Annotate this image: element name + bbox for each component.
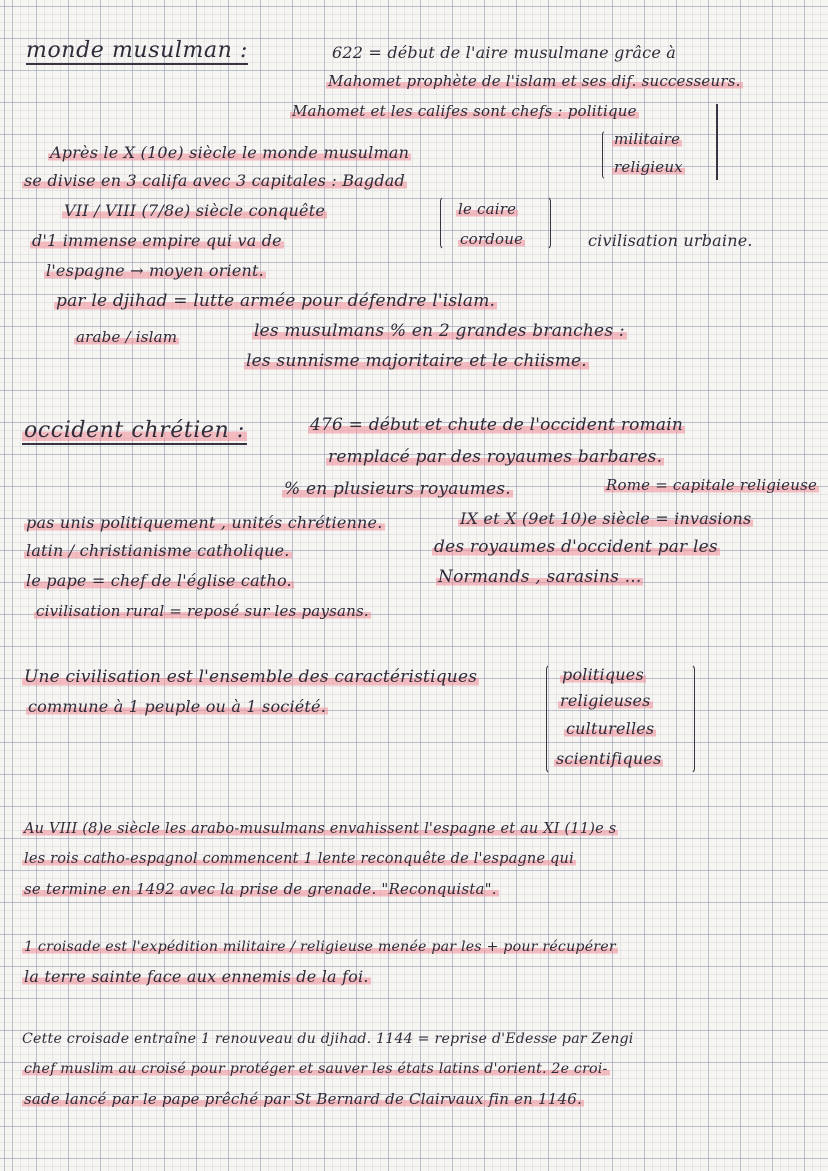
s1-line-3b: militaire xyxy=(614,130,681,148)
s3-b1: politiques xyxy=(562,665,644,684)
s2-line-4: pas unis politiquement , unités chrétienne. xyxy=(26,513,383,532)
s1-line-4: Après le X (10e) siècle le monde musulman xyxy=(50,143,410,162)
brace-capitales-left xyxy=(440,196,451,250)
s1-line-11: les sunnisme majoritaire et le chiisme. xyxy=(246,351,587,371)
s5-line-2: la terre sainte face aux ennemis de la foi. xyxy=(24,967,369,986)
section-title-occident-chretien: occident chrétien : xyxy=(24,418,245,443)
s4-line-1: Au VIII (8)e siècle les arabo-musulmans envahissent l'espagne et au XI (11)e s xyxy=(24,821,617,837)
s1-line-2: Mahomet prophète de l'islam et ses dif. successeurs. xyxy=(328,72,741,90)
s2-line-6b: Normands , sarasins ... xyxy=(438,567,642,587)
s2-line-6: le pape = chef de l'église catho. xyxy=(26,571,292,590)
s1-line-5b: le caire xyxy=(458,200,517,218)
s1-line-10b: les musulmans % en 2 grandes branches : xyxy=(254,321,625,341)
s2-line-5b: des royaumes d'occident par les xyxy=(434,537,718,557)
s1-line-1: 622 = début de l'aire musulmane grâce à xyxy=(332,43,677,62)
s1-line-5: se divise en 3 califa avec 3 capitales : Bagdad xyxy=(24,171,405,190)
s2-line-4b: IX et X (9et 10)e siècle = invasions xyxy=(460,509,752,528)
s2-line-7: civilisation rural = reposé sur les paysans. xyxy=(36,602,369,620)
s3-line-2: commune à 1 peuple ou à 1 société. xyxy=(28,697,327,716)
section-title-monde-musulman: monde musulman : xyxy=(26,38,249,63)
s1-line-9: par le djihad = lutte armée pour défendre l'islam. xyxy=(56,291,496,311)
s6-line-1: Cette croisade entraîne 1 renouveau du djihad. 1144 = reprise d'Edesse par Zengi xyxy=(22,1031,634,1047)
s3-b2: religieuses xyxy=(560,691,651,710)
s2-line-2: remplacé par des royaumes barbares. xyxy=(328,447,663,467)
s4-line-3: se termine en 1492 avec la prise de grenade. "Reconquista". xyxy=(24,880,497,898)
brace-civilisation-right xyxy=(684,664,695,774)
margin-line xyxy=(12,0,13,1171)
s1-line-7b: civilisation urbaine. xyxy=(588,231,753,250)
s3-line-1: Une civilisation est l'ensemble des caractéristiques xyxy=(24,667,478,687)
s6-line-2: chef muslim au croisé pour protéger et sauver les états latins d'orient. 2e croi- xyxy=(24,1061,608,1077)
s6-line-3: sade lancé par le pape prêché par St Bernard de Clairvaux fin en 1146. xyxy=(24,1090,582,1108)
brace-capitales-right xyxy=(540,196,551,250)
s3-b3: culturelles xyxy=(566,719,655,738)
s1-line-7: d'1 immense empire qui va de xyxy=(32,231,282,250)
s2-line-3: % en plusieurs royaumes. xyxy=(284,479,511,499)
s1-line-10a: arabe / islam xyxy=(76,328,178,346)
brace-chefs-left xyxy=(602,130,611,180)
s5-line-1: 1 croisade est l'expédition militaire / religieuse menée par les + pour récupérer xyxy=(24,939,616,955)
s2-line-3b: Rome = capitale religieuse xyxy=(606,476,818,494)
s1-line-6: VII / VIII (7/8e) siècle conquête xyxy=(64,201,325,220)
s1-line-8: l'espagne → moyen orient. xyxy=(46,261,264,280)
s3-b4: scientifiques xyxy=(556,749,662,768)
s1-line-3: Mahomet et les califes sont chefs : politique xyxy=(292,102,637,120)
brace-chefs-right xyxy=(716,104,718,180)
s4-line-2: les rois catho-espagnol commencent 1 lente reconquête de l'espagne qui xyxy=(24,851,574,867)
s1-line-3c: religieux xyxy=(614,158,683,176)
s1-line-5c: cordoue xyxy=(460,230,524,248)
s2-line-1: 476 = début et chute de l'occident romain xyxy=(310,415,684,435)
s2-line-5: latin / christianisme catholique. xyxy=(26,541,290,560)
